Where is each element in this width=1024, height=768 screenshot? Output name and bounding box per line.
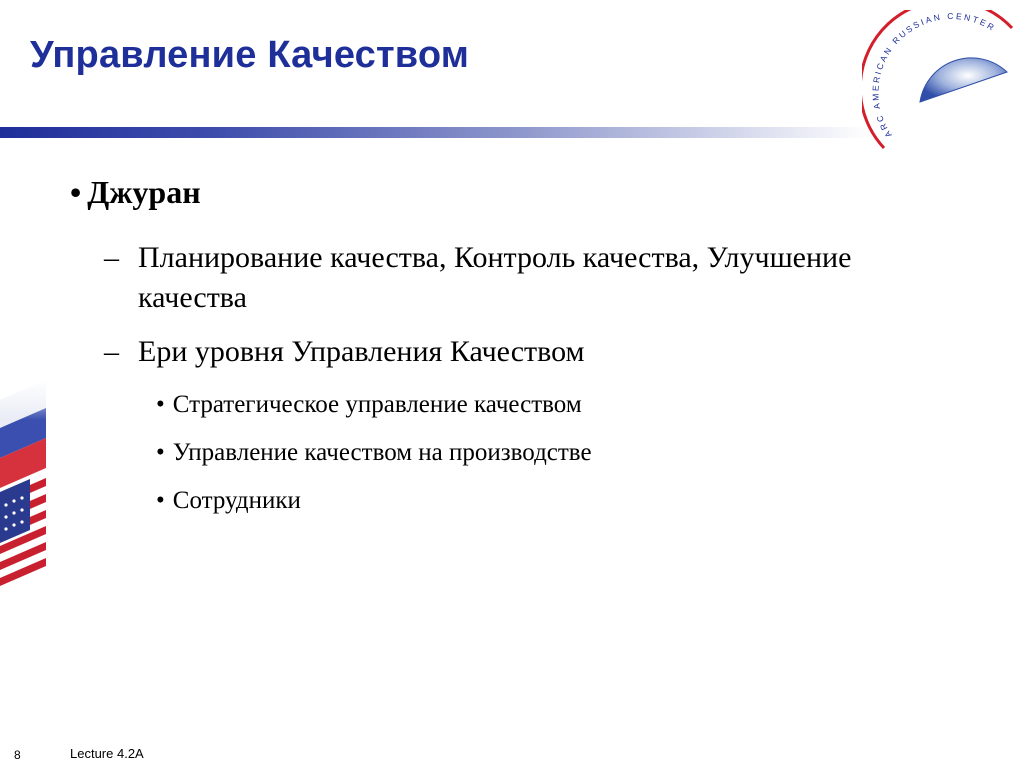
bullet-marker: • — [70, 174, 82, 210]
sub-bullet-text: Ери уровня Управления Качеством — [138, 335, 585, 368]
bullet-marker: • — [156, 439, 165, 466]
dash-marker: – — [104, 335, 119, 368]
sub-sub-bullet — [156, 439, 592, 467]
sub-sub-bullet-text: Управление качеством на производстве — [172, 439, 592, 466]
bullet-text: Джуран — [87, 174, 201, 210]
bullet-marker: • — [156, 487, 165, 514]
sub-sub-bullet — [156, 391, 582, 419]
lecture-label: Lecture 4.2A — [70, 746, 144, 761]
logo-ring-text: ARC AMERICAN RUSSIAN CENTER — [870, 10, 998, 140]
sub-sub-bullet-text: Стратегическое управление качеством — [172, 391, 582, 418]
slide-title: Управление Качеством — [30, 34, 470, 76]
page-number: 8 — [14, 748, 21, 762]
dash-marker: – — [104, 241, 119, 274]
sub-bullet-text: Планирование качества, Контроль качества, Улучшение качества — [138, 241, 852, 314]
sub-sub-bullet — [156, 487, 301, 515]
sub-sub-bullet-text: Сотрудники — [172, 487, 301, 514]
bullet-marker: • — [156, 391, 165, 418]
bullet-level1 — [70, 174, 201, 211]
